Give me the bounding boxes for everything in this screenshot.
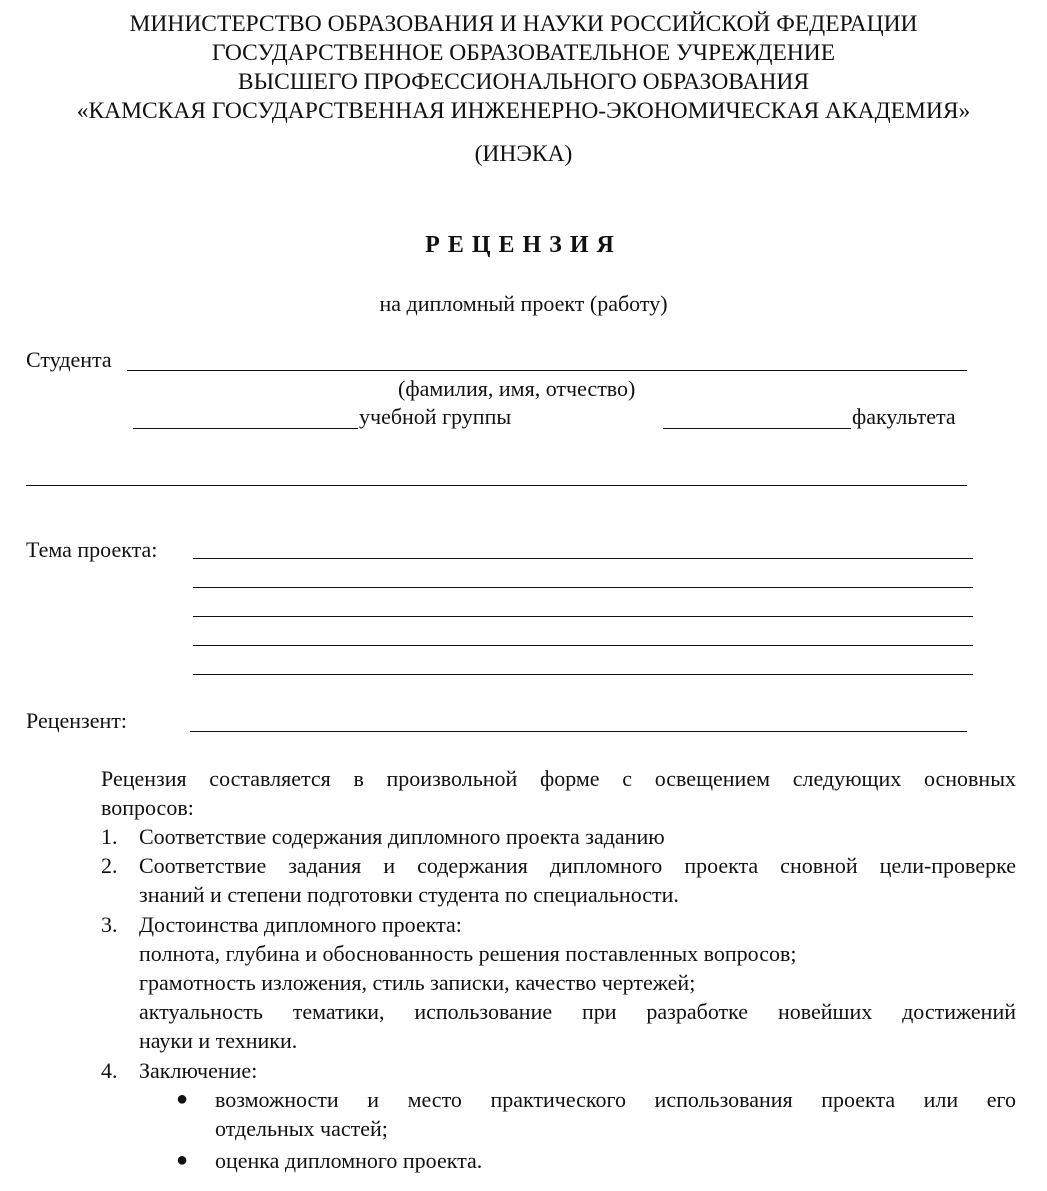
student-name-line[interactable] — [127, 370, 967, 371]
reviewer-line[interactable] — [190, 731, 967, 732]
page-subtitle: на дипломный проект (работу) — [379, 291, 668, 316]
header-line-ministry: МИНИСТЕРСТВО ОБРАЗОВАНИЯ И НАУКИ РОССИЙСКОЙ ФЕДЕРАЦИИ — [129, 11, 918, 37]
bullet-1-text-line-1: возможности и место практического использования проекта или его — [215, 1087, 1016, 1112]
list-item-3-text-line-1: Достоинства дипломного проекта: — [139, 912, 462, 937]
header-line-institution-type: ГОСУДАРСТВЕННОЕ ОБРАЗОВАТЕЛЬНОЕ УЧРЕЖДЕНИЕ — [211, 40, 836, 66]
list-item-number-4: 4. — [101, 1058, 118, 1083]
list-item-3-text-line-5: науки и техники. — [139, 1028, 298, 1053]
list-item-3-text-line-3: грамотность изложения, стиль записки, качество чертежей; — [139, 970, 696, 995]
list-item-4-text: Заключение: — [139, 1058, 258, 1083]
list-item-1-text: Соответствие содержания дипломного проекта заданию — [139, 824, 665, 849]
list-item-number-1: 1. — [101, 824, 118, 849]
instructions-intro-line-2: вопросов: — [101, 795, 194, 820]
faculty-continuation-line[interactable] — [26, 485, 967, 486]
topic-line-5[interactable] — [193, 674, 973, 675]
bullet-icon: ● — [176, 1149, 189, 1171]
bullet-2-text: оценка дипломного проекта. — [215, 1148, 483, 1173]
list-item-2-text-line-2: знаний и степени подготовки студента по специальности. — [139, 882, 679, 907]
bullet-1-text-line-2: отдельных частей; — [215, 1116, 388, 1141]
list-item-3-text-line-2: полнота, глубина и обоснованность решения поставленных вопросов; — [139, 941, 797, 966]
list-item-3-text-line-4: актуальность тематики, использование при разработке новейших достижений — [139, 999, 1016, 1024]
faculty-label: факультета — [852, 404, 956, 429]
list-item-number-3: 3. — [101, 912, 118, 937]
header-line-education-level: ВЫСШЕГО ПРОФЕССИОНАЛЬНОГО ОБРАЗОВАНИЯ — [237, 69, 810, 95]
student-label: Студента — [26, 347, 112, 372]
topic-line-2[interactable] — [193, 587, 973, 588]
header-line-academy-name: «КАМСКАЯ ГОСУДАРСТВЕННАЯ ИНЖЕНЕРНО-ЭКОНОМИЧЕСКАЯ АКАДЕМИЯ» — [76, 98, 971, 124]
bullet-icon: ● — [176, 1088, 189, 1110]
topic-line-4[interactable] — [193, 645, 973, 646]
instructions-intro-line-1: Рецензия составляется в произвольной форме с освещением следующих основных — [101, 766, 1016, 791]
topic-label: Тема проекта: — [26, 537, 158, 562]
faculty-line[interactable] — [663, 428, 851, 429]
reviewer-label: Рецензент: — [26, 708, 127, 733]
topic-line-3[interactable] — [193, 616, 973, 617]
topic-line-1[interactable] — [193, 558, 973, 559]
group-line[interactable] — [133, 428, 358, 429]
header-abbreviation: (ИНЭКА) — [474, 141, 573, 167]
list-item-2-text-line-1: Соответствие задания и содержания дипломного проекта сновной цели-проверке — [139, 853, 1016, 878]
group-label: учебной группы — [359, 404, 512, 429]
page-title: РЕЦЕНЗИЯ — [425, 232, 622, 258]
student-name-hint: (фамилия, имя, отчество) — [398, 376, 636, 401]
list-item-number-2: 2. — [101, 853, 118, 878]
